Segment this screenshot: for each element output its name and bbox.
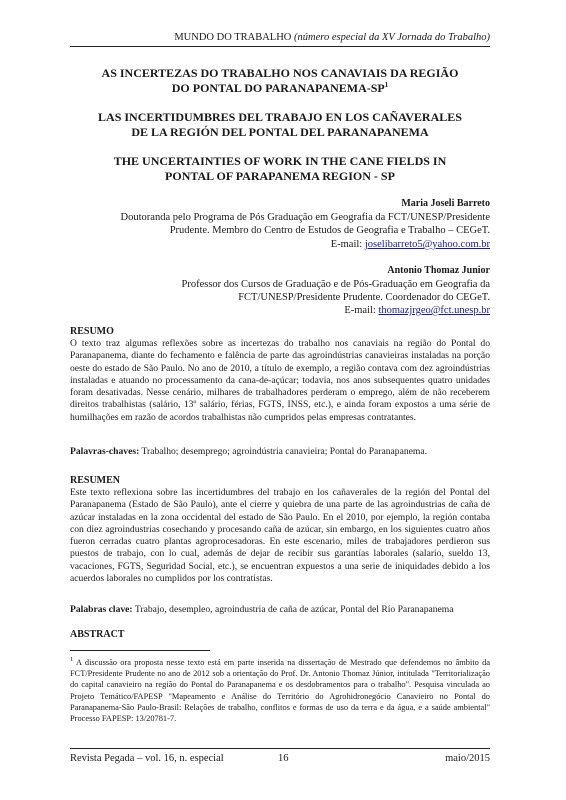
keywords-list: Trabajo, desempleo, agroindustria de caña de azúcar, Pontal del Río Paranapanema: [134, 604, 454, 615]
title-en-line2: PONTAL OF PARAPANEMA REGION - SP: [165, 169, 395, 183]
title-english: [70, 154, 490, 184]
footnote-number: 1: [70, 656, 74, 663]
resumo-keywords: [70, 446, 490, 458]
footnote-text: A discussão ora proposta nesse texto está em parte inserida na dissertação de Mestrado que defendemos no âmbito da FCT/Presidente Prudente no ano de 2012 sob a orientação do Prof. Dr. Antonio Thomaz Júnior, intitulada "Territorialização do capital canavieiro na região do Pontal do Paranapanema e os desdobramentos para o trabalho". Pesquisa vinculada ao Projeto Temático/FAPESP "Mapeamento e Análise do Território do Agrohidronegócio Canavieiro no Pontal do Paranapanema-São Paulo-Brasil: Relações de trabalho, conflitos e formas de uso da terra e da água, e a saúde ambiental" Processo FAPESP: 13/20781-7.: [70, 657, 490, 724]
keywords-label: Palabras clave:: [70, 604, 133, 615]
resumen-keywords: [70, 604, 490, 616]
footer-rule: [70, 748, 490, 749]
author-email-line: E-mail: thomazjrgeo@fct.unesp.br: [344, 305, 490, 316]
footnote-rule: [70, 650, 210, 651]
resumen-text: Este texto reflexiona sobre las incertidumbres del trabajo en los cañaverales de la región del Pontal del Paranapanema (Estado de São Paulo), ante el cierre y quiebra de una parte de las agroindustrias de caña de azúcar instaladas en la zona occidental del estado de São Paulo. En el 2010, por ejemplo, la región contaba con diez agroindustrias cosechando y procesando caña de azúcar, sin embargo, en los siguientes cuatro años fueron cerradas cuatro plantas agroprocesadoras. En este escenario, miles de trabajadores perdieron sus puestos de trabajo, con lo cual, además de dejar de recibir sus garantías laborales (salario, sueldo 13, vacaciones, FGTS, Seguridad Social, etc.), se encuentran expuestos a una serie de iniquidades debido a los acuerdos laborales no cumplidos por los contratistas.: [70, 487, 490, 585]
page-number: 16: [278, 753, 289, 764]
author-email-link[interactable]: joselibarreto5@yahoo.com.br: [364, 239, 490, 250]
keywords-list: Trabalho; desemprego; agroindústria canavieira; Pontal do Paranapanema.: [141, 446, 428, 457]
footer-journal-info: Revista Pegada – vol. 16, n. especial: [70, 753, 224, 764]
title-es-line2: DE LA REGIÓN DEL PONTAL DEL PARANAPANEMA: [131, 125, 429, 139]
resumo-heading: RESUMO: [70, 326, 114, 337]
resumo-text: O texto traz algumas reflexões sobre as incertezas do trabalho nos canaviais na região do Pontal do Paranapanema, diante do fechamento e falência de parte das agroindústrias canavieiras instaladas na porção oeste do estado de São Paulo. No ano de 2010, a título de exemplo, a região contava com dez agroindústrias instaladas e atuando no processamento da cana-de-açúcar; todavia, nos anos subsequentes quatro unidades foram desativadas. Nesse cenário, milhares de trabalhadores perderam o emprego, além de não receberem direitos trabalhistas (salário, 13º salário, férias, FGTS, INSS, etc.), e ainda foram expostos a uma série de humilhações em razão de acordos trabalhistas não cumpridos pelas empresas contratantes.: [70, 338, 490, 423]
special-issue-note: (número especial da XV Jornada do Trabalho): [294, 32, 490, 43]
title-es-line1: LAS INCERTIDUMBRES DEL TRABAJO EN LOS CAÑAVERALES: [98, 110, 462, 124]
author-affiliation: Professor dos Cursos de Graduação e de Pós-Graduação em Geografia da FCT/UNESP/Presidente Prudente. Coordenador do CEGeT.: [181, 279, 490, 303]
title-en-line1: THE UNCERTAINTIES OF WORK IN THE CANE FIELDS IN: [113, 154, 447, 168]
running-header: [70, 31, 490, 44]
author-name: Antonio Thomaz Junior: [387, 265, 490, 276]
author-affiliation: Doutoranda pelo Programa de Pós Graduação em Geografia da FCT/UNESP/Presidente Prudente. Membro do Centro de Estudos de Geografia e Trabalho – CEGeT.: [120, 212, 490, 236]
resumen-heading: RESUMEN: [70, 475, 121, 486]
author-email-line: E-mail: joselibarreto5@yahoo.com.br: [330, 239, 490, 250]
title-spanish: [70, 110, 490, 140]
footnote: [70, 654, 490, 725]
abstract-heading: ABSTRACT: [70, 629, 125, 640]
author-name: Maria Joseli Barreto: [401, 198, 490, 209]
author-email-link[interactable]: thomazjrgeo@fct.unesp.br: [378, 305, 490, 316]
journal-name: MUNDO DO TRABALHO: [174, 32, 292, 43]
title-pt-line1: AS INCERTEZAS DO TRABALHO NOS CANAVIAIS DA REGIÃO: [101, 66, 459, 80]
header-rule: [70, 46, 490, 47]
keywords-label: Palavras-chaves:: [70, 446, 140, 457]
title-pt-line2: DO PONTAL DO PARANAPANEMA-$SP^1$: [171, 81, 389, 95]
footer-date: maio/2015: [445, 753, 490, 764]
footnote-marker[interactable]: 1: [384, 81, 389, 89]
title-portuguese: [70, 66, 490, 96]
